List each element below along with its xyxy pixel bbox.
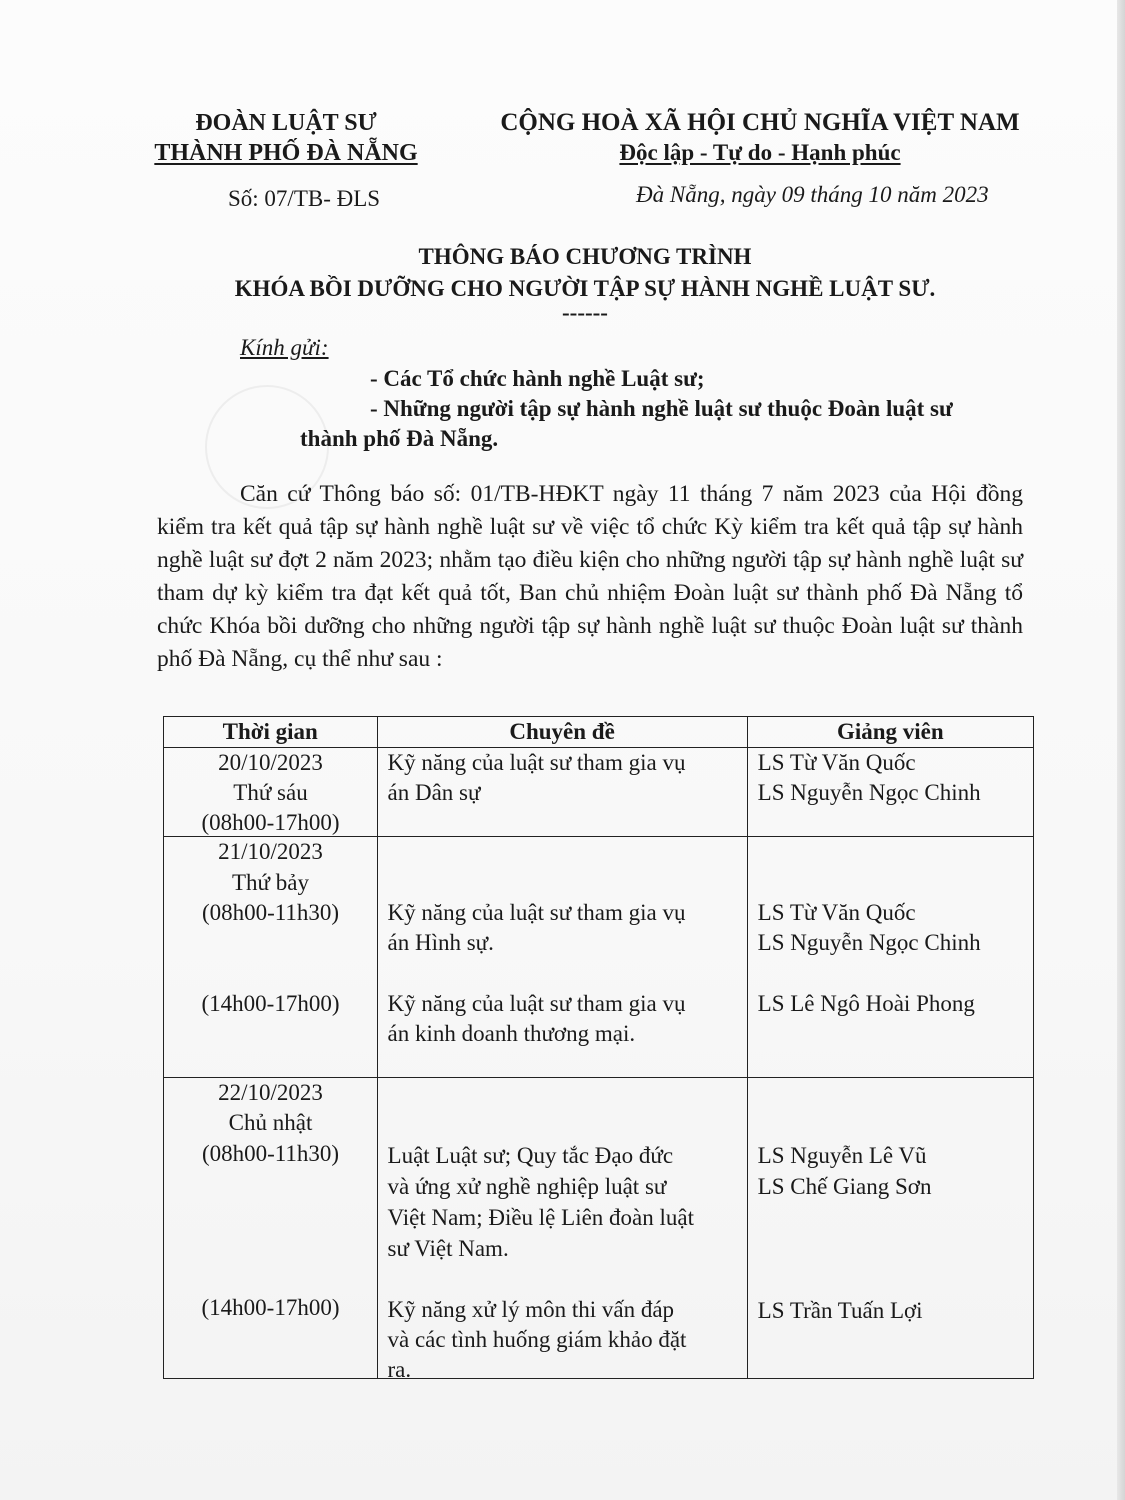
day3-date: 22/10/2023 bbox=[218, 1080, 323, 1105]
national-heading bbox=[470, 108, 1050, 168]
day2-am-topic-line: Kỹ năng của luật sư tham gia vụ bbox=[387, 900, 686, 925]
day3-am-lecturer: LS Nguyễn Lê Vũ bbox=[757, 1143, 927, 1168]
day2-time-am: (08h00-11h30) bbox=[201, 900, 340, 925]
day1-date: 20/10/2023 bbox=[218, 750, 323, 775]
day1-lecturer: LS Từ Văn Quốc bbox=[757, 750, 916, 775]
country-name: CỘNG HOÀ XÃ HỘI CHỦ NGHĨA VIỆT NAM bbox=[500, 109, 1020, 136]
day2-time-pm: (14h00-17h00) bbox=[201, 991, 340, 1016]
recipient-item: - Các Tổ chức hành nghề Luật sư; bbox=[370, 366, 705, 391]
day1-time: (08h00-17h00) bbox=[201, 810, 340, 835]
day2-topic-cell bbox=[377, 837, 747, 1078]
header-topic: Chuyên đề bbox=[377, 717, 747, 748]
day3-weekday: Chủ nhật bbox=[228, 1110, 313, 1135]
day2-am-lecturer: LS Từ Văn Quốc bbox=[757, 900, 916, 925]
day1-lecturer-cell bbox=[747, 748, 1033, 837]
document-number: Số: 07/TB- ĐLS bbox=[228, 186, 381, 211]
day1-topic-cell bbox=[377, 748, 747, 837]
body-paragraph: Căn cứ Thông báo số: 01/TB-HĐKT ngày 11 tháng 7 năm 2023 của Hội đồng kiểm tra kết quả tập sự hành nghề luật sư về việc tổ chức Kỳ kiểm tra kết quả tập sự hành nghề luật sư đợt 2 năm 2023; nhằm tạo điều kiện cho những người tập sự hành nghề luật sư tham dự kỳ kiểm tra đạt kết quả tốt, Ban chủ nhiệm Đoàn luật sư thành phố Đà Nẵng tổ chức Khóa bồi dưỡng cho những người tập sự hành nghề luật sư thuộc Đoàn luật sư thành phố Đà Nẵng, cụ thể như sau : bbox=[157, 481, 1023, 672]
day2-am-topic-line: án Hình sự. bbox=[387, 930, 494, 955]
day3-lecturer-cell bbox=[747, 1078, 1033, 1379]
org-name-line1: ĐOÀN LUẬT SƯ bbox=[195, 110, 377, 136]
day2-pm-topic-line: án kinh doanh thương mại. bbox=[387, 1021, 636, 1046]
day3-time-am: (08h00-11h30) bbox=[201, 1141, 340, 1166]
day2-am-lecturer: LS Nguyễn Ngọc Chinh bbox=[757, 930, 981, 955]
header-time: Thời gian bbox=[164, 717, 378, 748]
day3-pm-lecturer: LS Trần Tuấn Lợi bbox=[757, 1298, 923, 1323]
day1-weekday: Thứ sáu bbox=[233, 780, 308, 805]
issuing-organization bbox=[150, 108, 422, 168]
day3-am-topic-line: Luật Luật sư; Quy tắc Đạo đức bbox=[387, 1143, 674, 1168]
day3-pm-topic-line: Kỹ năng xử lý môn thi vấn đáp bbox=[387, 1297, 675, 1322]
title-divider: ------ bbox=[562, 300, 608, 325]
table-row bbox=[164, 1078, 1034, 1379]
table-row bbox=[164, 837, 1034, 1078]
day2-lecturer-cell bbox=[747, 837, 1033, 1078]
place-date: Đà Nẵng, ngày 09 tháng 10 năm 2023 bbox=[636, 182, 989, 207]
day3-time-pm: (14h00-17h00) bbox=[201, 1295, 340, 1320]
day3-pm-topic-line: ra. bbox=[387, 1357, 412, 1382]
day1-time-cell bbox=[164, 748, 378, 837]
paper-edge bbox=[1117, 0, 1125, 1500]
recipient-item: - Những người tập sự hành nghề luật sư thuộc Đoàn luật sư bbox=[370, 396, 953, 421]
day3-time-cell bbox=[164, 1078, 378, 1379]
recipients-label: Kính gửi: bbox=[240, 335, 329, 360]
day2-pm-topic-line: Kỹ năng của luật sư tham gia vụ bbox=[387, 991, 686, 1016]
recipient-item: thành phố Đà Nẵng. bbox=[300, 426, 499, 451]
day3-topic-cell bbox=[377, 1078, 747, 1382]
day3-am-topic-line: Việt Nam; Điều lệ Liên đoàn luật bbox=[387, 1205, 694, 1230]
table-row bbox=[164, 748, 1034, 837]
day1-topic-line: án Dân sự bbox=[387, 780, 481, 805]
day3-am-topic-line: sư Việt Nam. bbox=[387, 1236, 509, 1261]
document-subtitle: KHÓA BỒI DƯỠNG CHO NGƯỜI TẬP SỰ HÀNH NGHỀ LUẬT SƯ. bbox=[234, 276, 936, 301]
schedule-table bbox=[163, 716, 1034, 1382]
day3-am-topic-line: và ứng xử nghề nghiệp luật sư bbox=[387, 1174, 667, 1199]
header-lecturer: Giảng viên bbox=[747, 717, 1033, 748]
day1-topic-line: Kỹ năng của luật sư tham gia vụ bbox=[387, 750, 686, 775]
document-title: THÔNG BÁO CHƯƠNG TRÌNH bbox=[418, 244, 752, 269]
day3-pm-topic-line: và các tình huống giám khảo đặt bbox=[387, 1327, 687, 1352]
day2-weekday: Thứ bảy bbox=[232, 870, 309, 895]
national-motto: Độc lập - Tự do - Hạnh phúc bbox=[619, 140, 901, 165]
day1-lecturer: LS Nguyễn Ngọc Chinh bbox=[757, 780, 981, 805]
table-header-row bbox=[164, 717, 1034, 748]
org-name-line2: THÀNH PHỐ ĐÀ NẴNG bbox=[154, 140, 418, 166]
day2-pm-lecturer: LS Lê Ngô Hoài Phong bbox=[757, 991, 975, 1016]
day3-am-lecturer: LS Chế Giang Sơn bbox=[757, 1174, 932, 1199]
day2-time-cell bbox=[164, 837, 378, 1078]
day2-date: 21/10/2023 bbox=[218, 839, 323, 864]
